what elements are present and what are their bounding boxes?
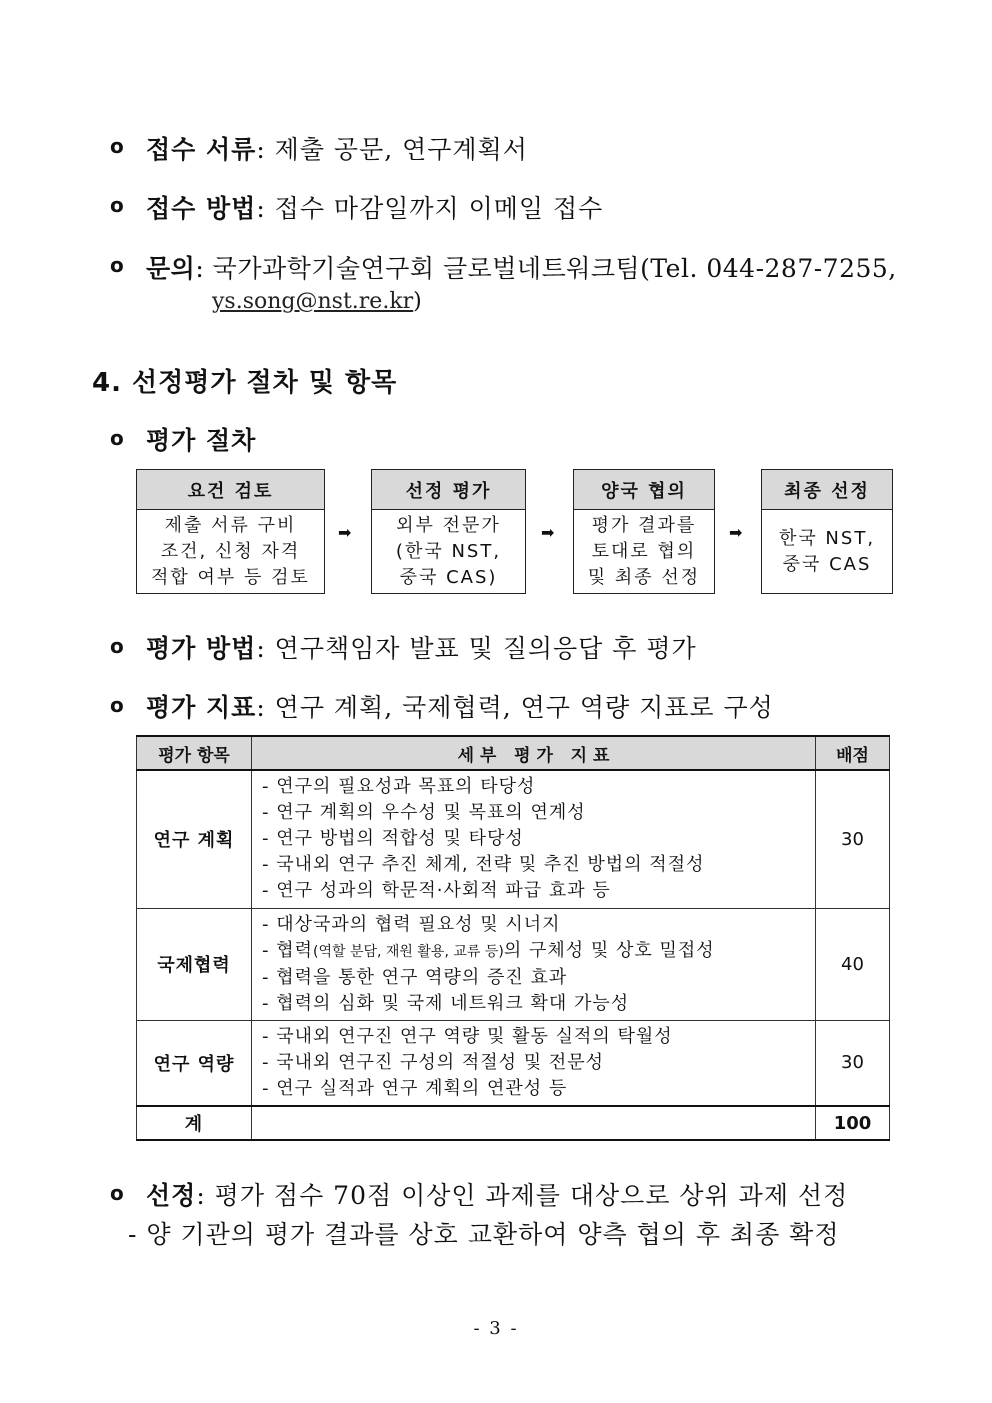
row-item: 연구 계획 bbox=[137, 770, 252, 908]
flow-step-line: 제출 서류 구비 bbox=[164, 515, 297, 536]
flow-step-bilateral-consultation bbox=[573, 469, 715, 594]
selection bbox=[146, 1176, 848, 1212]
section-heading: 4. 선정평가 절차 및 항목 bbox=[92, 368, 398, 398]
flow-step-body bbox=[574, 510, 714, 594]
submission-docs-label: 접수 서류 bbox=[146, 135, 257, 164]
flow-step-final-selection bbox=[761, 469, 893, 594]
page-number: - 3 - bbox=[473, 1318, 519, 1339]
bullet-icon: o bbox=[110, 634, 124, 658]
table-total-row bbox=[137, 1106, 890, 1140]
bullet-icon: o bbox=[110, 253, 124, 277]
total-label: 계 bbox=[137, 1106, 252, 1140]
table-header-row bbox=[137, 736, 890, 770]
bullet-icon: o bbox=[110, 1181, 124, 1205]
flow-step-body bbox=[372, 510, 525, 594]
inquiry-email-line bbox=[212, 289, 422, 314]
detail-line: - 협력의 심화 및 국제 네트워크 확대 가능성 bbox=[262, 992, 630, 1014]
submission-docs bbox=[146, 130, 528, 166]
table-row bbox=[137, 1020, 890, 1106]
table-row bbox=[137, 908, 890, 1020]
inquiry-label: 문의 bbox=[146, 254, 196, 283]
bullet-icon: o bbox=[110, 134, 124, 158]
detail-line: - 연구 계획의 우수성 및 목표의 연계성 bbox=[262, 802, 586, 824]
row-item: 국제협력 bbox=[137, 908, 252, 1020]
inquiry-close-paren: ) bbox=[413, 289, 422, 314]
submission-docs-text: : 제출 공문, 연구계획서 bbox=[256, 135, 528, 164]
flow-step-body bbox=[137, 510, 324, 594]
flow-step-line: 외부 전문가 bbox=[396, 515, 501, 536]
total-empty bbox=[252, 1106, 816, 1140]
row-details bbox=[252, 908, 816, 1020]
detail-text: 의 구체성 및 상호 밀접성 bbox=[503, 939, 715, 961]
flow-step-line: 토대로 협의 bbox=[591, 541, 697, 562]
detail-note: (역할 분담, 재원 활용, 교류 등) bbox=[313, 943, 504, 960]
detail-text: - 협력 bbox=[262, 939, 313, 961]
flow-step-line: 한국 NST, bbox=[778, 528, 876, 549]
evaluation-index bbox=[146, 688, 774, 724]
evaluation-method bbox=[146, 629, 697, 665]
submission-method-text: : 접수 마감일까지 이메일 접수 bbox=[256, 194, 604, 223]
row-details bbox=[252, 770, 816, 908]
detail-line: - 대상국과의 협력 필요성 및 시너지 bbox=[262, 913, 561, 935]
table-row bbox=[137, 770, 890, 908]
flow-step-title: 최종 선정 bbox=[762, 470, 892, 510]
procedure-label: 평가 절차 bbox=[146, 426, 257, 455]
evaluation-index-text: : 연구 계획, 국제협력, 연구 역량 지표로 구성 bbox=[256, 693, 774, 722]
detail-line: - 국내외 연구진 연구 역량 및 활동 실적의 탁월성 bbox=[262, 1025, 673, 1047]
row-score: 30 bbox=[816, 770, 890, 908]
row-score: 40 bbox=[816, 908, 890, 1020]
submission-method-label: 접수 방법 bbox=[146, 194, 257, 223]
inquiry-text: : 국가과학기술연구회 글로벌네트워크팀(Tel. 044-287-7255, bbox=[195, 254, 897, 283]
flow-step-line: 및 최종 선정 bbox=[587, 567, 701, 588]
flow-step-line: 적합 여부 등 검토 bbox=[151, 567, 310, 588]
header-item: 평가 항목 bbox=[137, 736, 252, 770]
bullet-icon: o bbox=[110, 426, 124, 450]
right-arrow-icon: ➡ bbox=[729, 523, 743, 542]
flow-step-line: (한국 NST, bbox=[395, 541, 502, 562]
selection-text: : 평가 점수 70점 이상인 과제를 대상으로 상위 과제 선정 bbox=[196, 1181, 849, 1210]
evaluation-method-label: 평가 방법 bbox=[146, 634, 257, 663]
detail-line: - 협력을 통한 연구 역량의 증진 효과 bbox=[262, 966, 568, 988]
detail-line: - 연구 실적과 연구 계획의 연관성 등 bbox=[262, 1077, 568, 1099]
flow-step-line: 중국 CAS) bbox=[399, 567, 498, 588]
row-item: 연구 역량 bbox=[137, 1020, 252, 1106]
header-score: 배점 bbox=[816, 736, 890, 770]
detail-line bbox=[262, 938, 815, 965]
header-detail: 세 부 평 가 지 표 bbox=[252, 736, 816, 770]
submission-method bbox=[146, 189, 603, 225]
right-arrow-icon: ➡ bbox=[338, 523, 352, 542]
flow-step-line: 평가 결과를 bbox=[591, 515, 697, 536]
selection-label: 선정 bbox=[146, 1181, 197, 1210]
detail-line: - 연구의 필요성과 목표의 타당성 bbox=[262, 776, 536, 798]
detail-line: - 국내외 연구 추진 체계, 전략 및 추진 방법의 적절성 bbox=[262, 854, 705, 876]
bullet-icon: o bbox=[110, 693, 124, 717]
row-details bbox=[252, 1020, 816, 1106]
flow-step-line: 조건, 신청 자격 bbox=[160, 541, 301, 562]
evaluation-index-label: 평가 지표 bbox=[146, 693, 257, 722]
total-score: 100 bbox=[816, 1106, 890, 1140]
flow-step-requirement-review bbox=[136, 469, 325, 594]
evaluation-table bbox=[136, 735, 890, 1141]
flow-step-title: 양국 협의 bbox=[574, 470, 714, 510]
inquiry bbox=[146, 249, 897, 285]
bullet-icon: o bbox=[110, 193, 124, 217]
inquiry-email-link[interactable]: ys.song@nst.re.kr bbox=[212, 289, 414, 314]
evaluation-method-text: : 연구책임자 발표 및 질의응답 후 평가 bbox=[256, 634, 697, 663]
detail-line: - 연구 방법의 적합성 및 타당성 bbox=[262, 828, 524, 850]
row-score: 30 bbox=[816, 1020, 890, 1106]
flow-step-body bbox=[762, 510, 892, 594]
flow-step-title: 요건 검토 bbox=[137, 470, 324, 510]
flow-step-line: 중국 CAS bbox=[782, 554, 872, 575]
flow-step-title: 선정 평가 bbox=[372, 470, 525, 510]
detail-line: - 연구 성과의 학문적·사회적 파급 효과 등 bbox=[262, 880, 611, 902]
selection-sub: - 양 기관의 평가 결과를 상호 교환하여 양측 협의 후 최종 확정 bbox=[128, 1220, 840, 1249]
detail-line: - 국내외 연구진 구성의 적절성 및 전문성 bbox=[262, 1051, 605, 1073]
right-arrow-icon: ➡ bbox=[541, 523, 555, 542]
flow-step-selection-evaluation bbox=[371, 469, 526, 594]
